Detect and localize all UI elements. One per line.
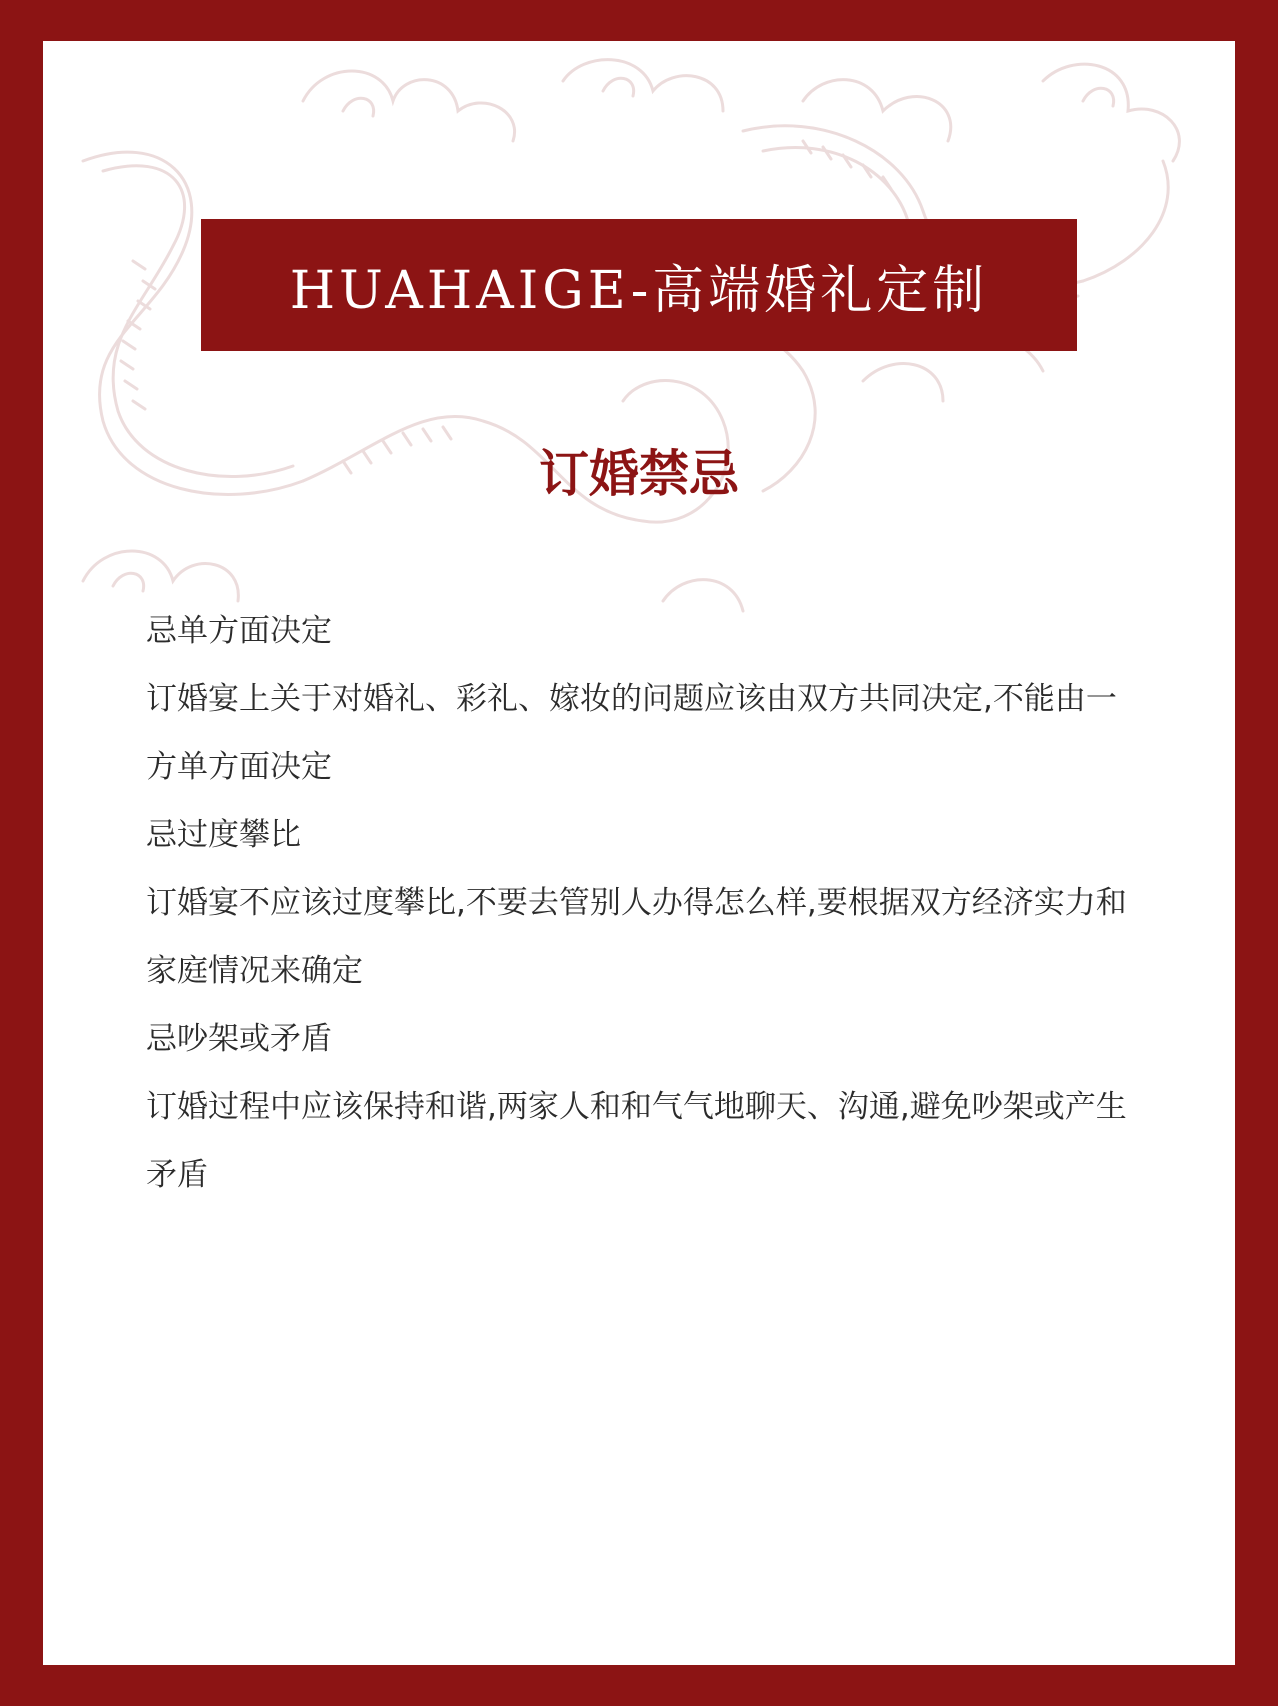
poster-card [43, 41, 1235, 1665]
taboo-description: 订婚宴上关于对婚礼、彩礼、嫁妆的问题应该由双方共同决定,不能由一方单方面决定 [146, 681, 1117, 785]
section-title: 订婚禁忌 [539, 445, 739, 503]
taboo-list [146, 597, 1146, 1209]
title-banner [201, 219, 1077, 351]
taboo-description: 订婚宴不应该过度攀比,不要去管别人办得怎么样,要根据双方经济实力和家庭情况来确定 [146, 885, 1127, 989]
taboo-heading: 忌吵架或矛盾 [146, 1021, 332, 1057]
banner-title: HUAHAIGE-高端婚礼定制 [289, 260, 989, 321]
taboo-heading: 忌单方面决定 [146, 613, 332, 649]
taboo-description: 订婚过程中应该保持和谐,两家人和和气气地聊天、沟通,避免吵架或产生矛盾 [146, 1089, 1127, 1193]
taboo-heading: 忌过度攀比 [146, 817, 301, 853]
